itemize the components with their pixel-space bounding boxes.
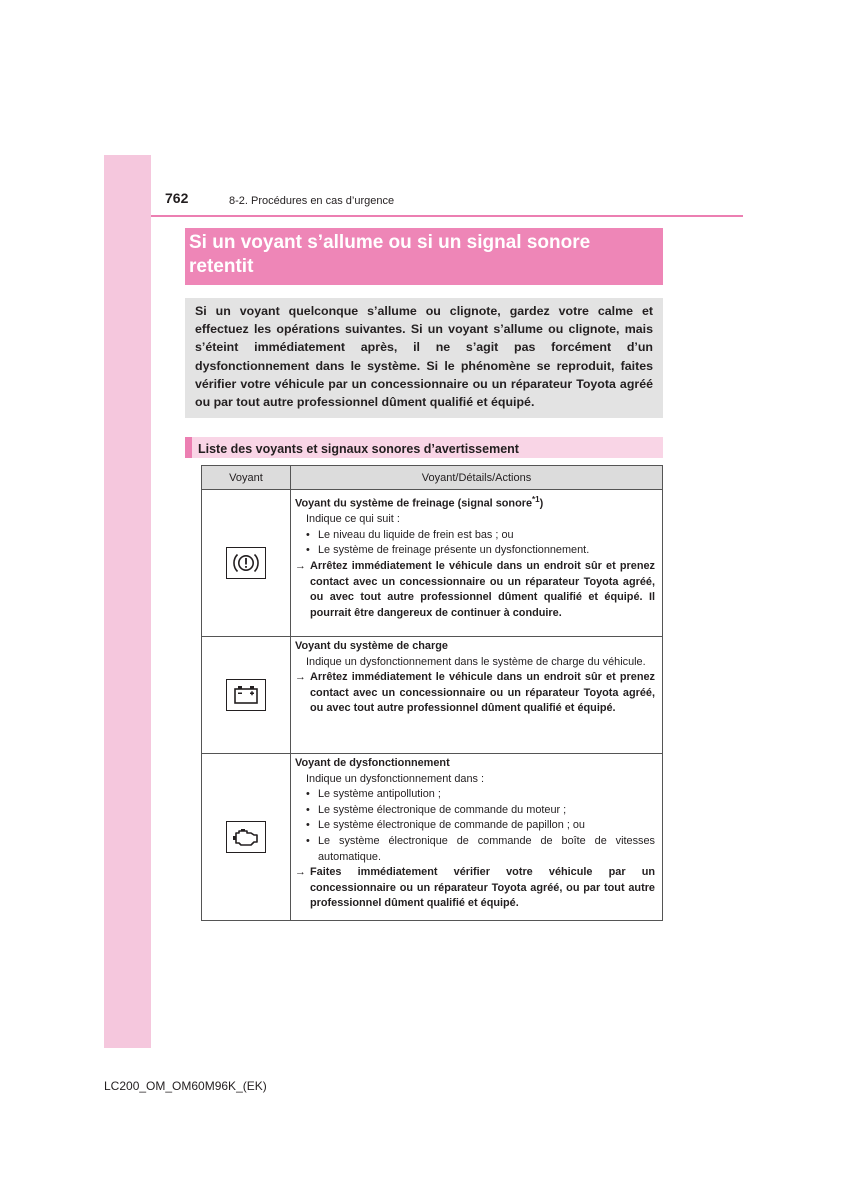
footnote-marker: *1 <box>532 495 540 504</box>
list-item: • Le niveau du liquide de frein est bas ; ou <box>306 528 514 541</box>
header-rule <box>151 215 743 217</box>
title-block <box>185 228 663 285</box>
details-cell <box>291 637 663 754</box>
row-title: Voyant de dysfonctionnement <box>295 757 450 769</box>
action-text: → Arrêtez immédiatement le véhicule dans un endroit sûr et prenez contact avec un concessionnaire ou un réparateur Toyota agréé, ou avec tout autre professionnel dûment qualifié et équipé. Il pourrait être dangereux de continuer à conduire. <box>295 559 655 621</box>
arrow-icon: → <box>295 560 306 572</box>
page-title: Si un voyant s’allume ou si un signal sonore retentit <box>189 232 591 277</box>
brake-warning-icon <box>226 547 266 579</box>
intro-box <box>185 298 663 418</box>
icon-cell <box>202 754 291 921</box>
row-intro: Indique un dysfonctionnement dans : <box>306 772 485 785</box>
warning-table <box>201 465 663 921</box>
row-intro: Indique ce qui suit : <box>306 513 400 526</box>
section-title: 8-2. Procédures en cas d’urgence <box>229 195 395 207</box>
action-text: → Faites immédiatement vérifier votre véhicule par un concessionnaire ou un réparateur Toyota agréé, ou par tout autre professionnel dûment qualifié et équipé. <box>295 865 655 912</box>
list-item: • Le système de freinage présente un dysfonctionnement. <box>306 544 590 557</box>
column-header-details: Voyant/Détails/Actions <box>291 466 663 490</box>
arrow-icon: → <box>295 671 306 684</box>
page-number: 762 <box>165 190 189 206</box>
side-tab <box>104 155 151 1048</box>
icon-cell <box>202 637 291 754</box>
row-title: Voyant du système de charge <box>295 640 448 652</box>
arrow-icon: → <box>295 866 306 879</box>
column-header-voyant: Voyant <box>202 466 291 490</box>
action-text: → Arrêtez immédiatement le véhicule dans un endroit sûr et prenez contact avec un concessionnaire ou un réparateur Toyota agréé, ou avec tout autre professionnel dûment qualifié et équipé. <box>295 670 655 717</box>
list-item: • Le système électronique de commande de boîte de vitesses automatique. <box>306 834 655 863</box>
table-row <box>202 637 663 754</box>
intro-text: Si un voyant quelconque s’allume ou clignote, gardez votre calme et effectuez les opérations suivantes. Si un voyant s’allume ou clignote, mais s’éteint immédiatement après, il ne s’agit pas forcément d’un dysfonctionnement dans le système. Si le phénomène se reproduit, faites vérifier votre véhicule par un concessionnaire ou un réparateur Toyota agréé ou par tout autre professionnel dûment qualifié et équipé. <box>195 304 653 410</box>
row-intro: Indique un dysfonctionnement dans le système de charge du véhicule. <box>306 655 646 668</box>
list-item: • Le système antipollution ; <box>306 788 441 801</box>
details-cell <box>291 490 663 637</box>
table-row <box>202 754 663 921</box>
list-item: • Le système électronique de commande de papillon ; ou <box>306 819 585 832</box>
battery-icon <box>226 679 266 711</box>
footer-code: LC200_OM_OM60M96K_(EK) <box>104 1079 267 1093</box>
engine-icon <box>226 821 266 853</box>
list-item: • Le système électronique de commande du moteur ; <box>306 803 567 816</box>
details-cell <box>291 754 663 921</box>
subheading <box>185 437 663 458</box>
subheading-text: Liste des voyants et signaux sonores d’avertissement <box>198 442 519 456</box>
icon-cell <box>202 490 291 637</box>
table-header-row <box>202 466 663 490</box>
table-row <box>202 490 663 637</box>
row-title: Voyant du système de freinage (signal sonore$^{*1}$) <box>295 495 544 510</box>
